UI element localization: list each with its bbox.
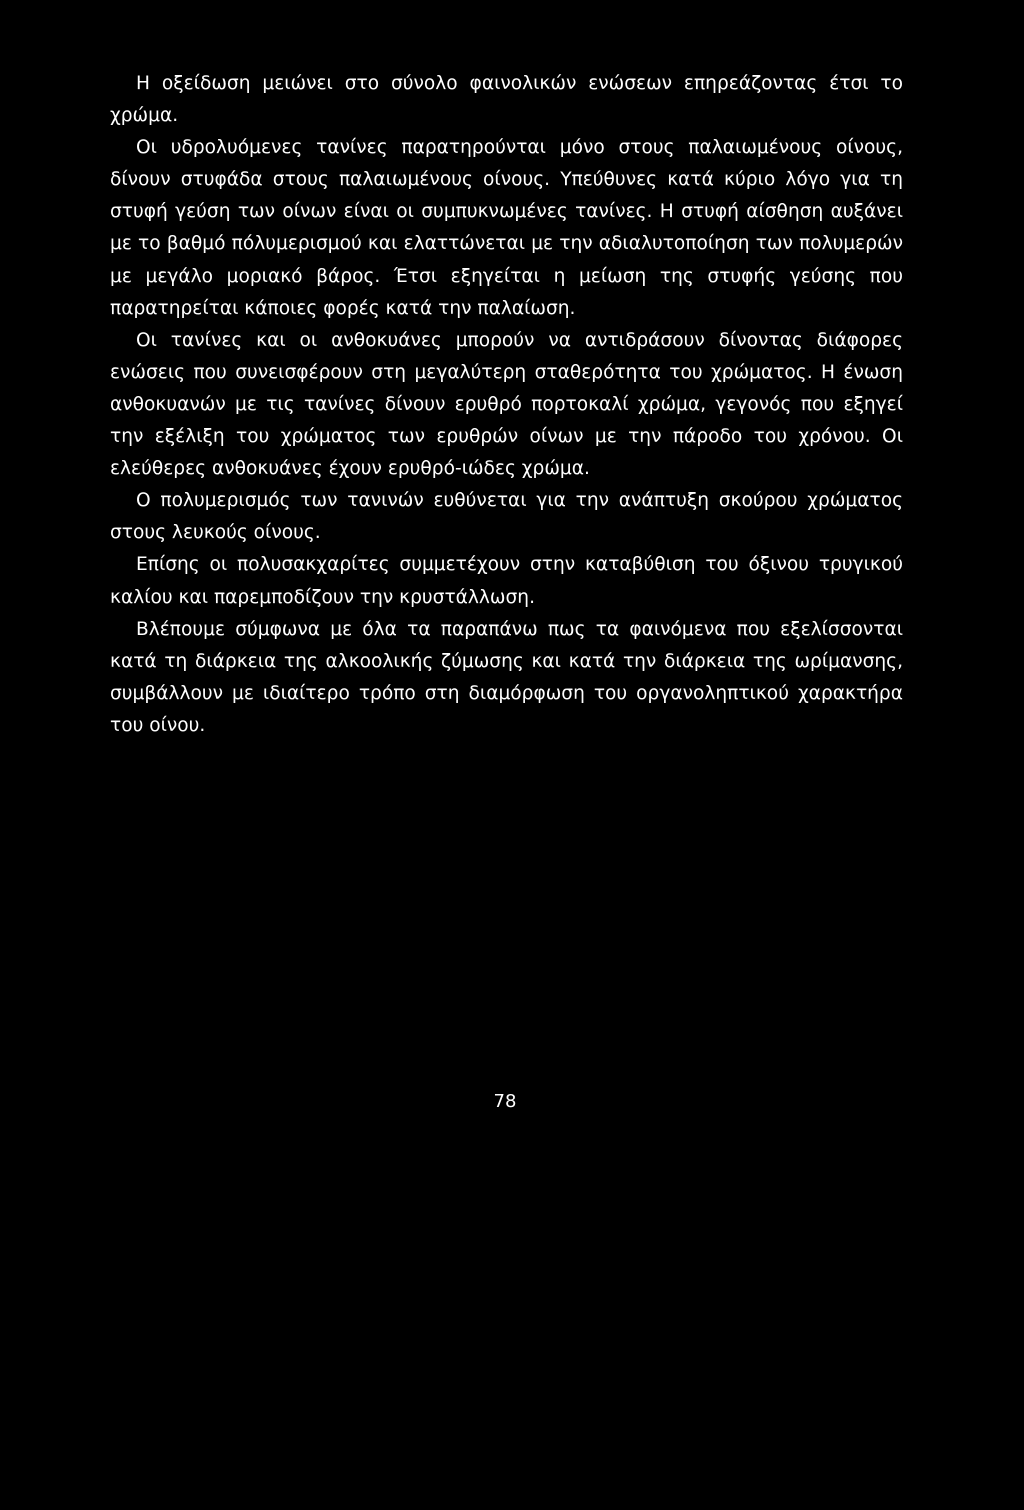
paragraph-tannins-anthocyanins: Οι τανίνες και οι ανθοκυάνες μπορούν να αντιδράσουν δίνοντας διάφορες ενώσεις που συνεισφέρουν στη μεγαλύτερη σταθερότητα του χρώματος. Η ένωση ανθοκυανών με τις τανίνες δίνουν ερυθρό πορτοκαλί χρώμα, γεγονός που εξηγεί την εξέλιξη του χρώματος των ερυθρών οίνων με την πάροδο του χρόνου. Οι ελεύθερες ανθοκυάνες έχουν ερυθρό-ιώδες χρώμα. (110, 329, 903, 480)
paragraph-conclusion: Βλέπουμε σύμφωνα με όλα τα παραπάνω πως τα φαινόμενα που εξελίσσονται κατά τη διάρκεια της αλκοολικής ζύμωσης και κατά την διάρκεια της ωρίμανσης, συμβάλλουν με ιδιαίτερο τρόπο στη διαμόρφωση του οργανοληπτικού χαρακτήρα του οίνου. (110, 618, 903, 736)
paragraph-tannins-astringency: Οι υδρολυόμενες τανίνες παρατηρούνται μόνο στους παλαιωμένους οίνους, δίνουν στυφάδα στους παλαιωμένους οίνους. Υπεύθυνες κατά κύριο λόγο για τη στυφή γεύση των οίνων είναι οι συμπυκνωμένες τανίνες. Η στυφή αίσθηση αυξάνει με το βαθμό πόλυμερισμού και ελαττώνεται με την αδιαλυτοποίηση των πολυμερών με μεγάλο μοριακό βάρος. Έτσι εξηγείται η μείωση της στυφής γεύσης που παρατηρείται κάποιες φορές κατά την παλαίωση. (110, 137, 903, 319)
document-body (110, 68, 903, 742)
paragraph-oxidation: Η οξείδωση μειώνει στο σύνολο φαινολικών ενώσεων επηρεάζοντας έτσι το χρώμα. (110, 73, 903, 127)
paragraph-tannin-polymerization: Ο πολυμερισμός των τανινών ευθύνεται για την ανάπτυξη σκούρου χρώματος στους λευκούς οίνους. (110, 490, 903, 544)
page-number: 78 (493, 1091, 517, 1112)
paragraph-polysaccharides: Επίσης οι πολυσακχαρίτες συμμετέχουν στην καταβύθιση του όξινου τρυγικού καλίου και παρεμποδίζουν την κρυστάλλωση. (110, 554, 903, 608)
